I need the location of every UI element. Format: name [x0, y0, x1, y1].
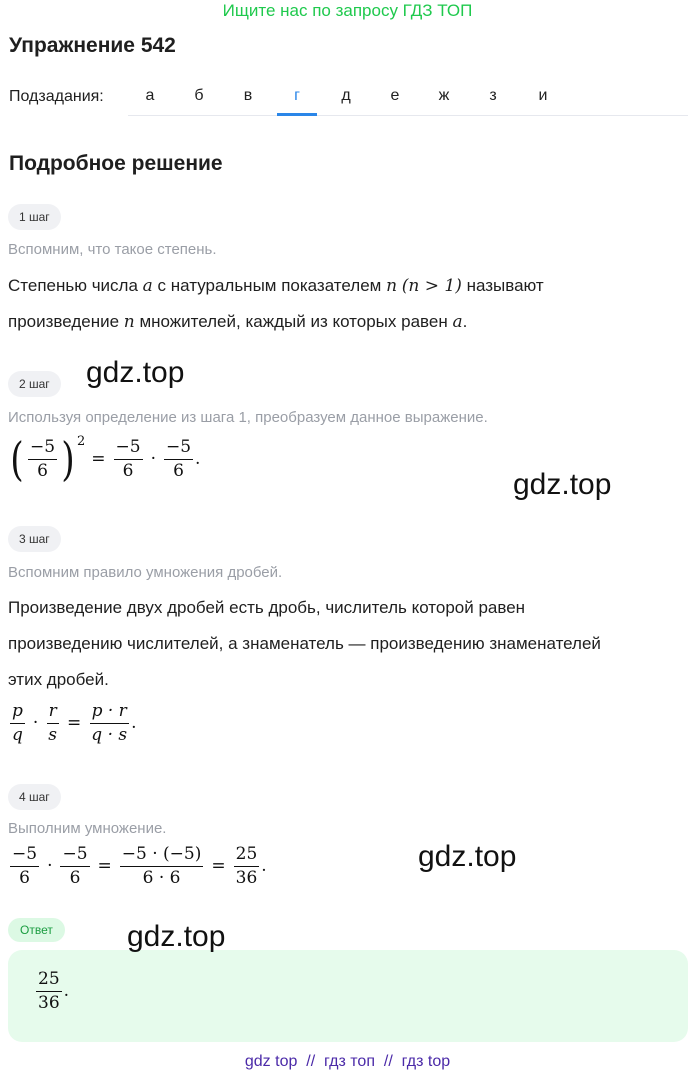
denominator: 6 · 6 — [142, 867, 181, 888]
step-3-line-1: Произведение двух дробей есть дробь, числитель которой равен — [8, 598, 526, 617]
equals-sign: = — [97, 856, 112, 877]
step-1-hint: Вспомним, что такое степень. — [8, 241, 217, 258]
numerator: 25 — [36, 970, 62, 992]
var-n: n — [123, 312, 135, 332]
subtask-tab-d[interactable]: д — [341, 87, 351, 104]
exponent: 2 — [76, 434, 86, 449]
numerator: −5 — [164, 438, 193, 460]
fraction — [28, 438, 57, 480]
step-1-line-1 — [8, 276, 544, 296]
denominator: 6 — [69, 867, 81, 888]
var-a: a — [452, 312, 463, 332]
fraction — [10, 845, 39, 887]
subtask-tab-v[interactable]: в — [243, 87, 253, 104]
condition: (n > 1) — [401, 276, 462, 296]
fraction — [60, 845, 89, 887]
subtask-tabs — [128, 78, 688, 116]
period: . — [261, 856, 267, 877]
answer-formula — [34, 970, 69, 1012]
dot-operator: · — [47, 856, 53, 877]
dot-operator: · — [150, 449, 156, 469]
denominator: 6 — [173, 460, 184, 481]
subtask-tab-i[interactable]: и — [538, 87, 548, 104]
numerator: −5 — [114, 438, 143, 460]
denominator: q · s — [91, 724, 128, 745]
close-paren: ) — [61, 432, 75, 486]
watermark: gdz.top — [418, 840, 517, 873]
equals-sign: = — [67, 713, 82, 734]
numerator: −5 — [60, 845, 89, 867]
numerator: −5 — [10, 845, 39, 867]
subtask-tab-e[interactable]: е — [390, 87, 400, 104]
step-2-hint: Используя определение из шага 1, преобразуем данное выражение. — [8, 409, 488, 426]
solution-title: Подробное решение — [9, 152, 223, 175]
step-1-text: называют — [461, 276, 544, 295]
subtask-tab-zh[interactable]: ж — [438, 87, 450, 104]
period: . — [63, 981, 70, 1002]
equals-sign: = — [91, 449, 106, 469]
subtask-tab-b[interactable]: б — [194, 87, 204, 104]
step-1-text: множителей, каждый из которых равен — [134, 312, 453, 331]
fraction — [36, 970, 62, 1012]
subtask-tab-a[interactable]: а — [145, 87, 155, 104]
numerator: p — [10, 702, 25, 724]
step-3-formula — [8, 702, 137, 744]
fraction — [114, 438, 143, 480]
step-3-line-2: произведению числителей, а знаменатель — произведению знаменателей — [8, 634, 601, 653]
numerator: −5 — [28, 438, 57, 460]
watermark: gdz.top — [127, 920, 226, 953]
step-4-hint: Выполним умножение. — [8, 820, 167, 837]
denominator: 6 — [19, 867, 30, 888]
footer-links: gdz top // гдз топ // гдз top — [244, 1053, 451, 1070]
step-1-line-2 — [8, 312, 467, 332]
numerator: p · r — [90, 702, 129, 724]
denominator: s — [48, 724, 58, 745]
denominator: q — [12, 724, 23, 745]
fraction — [89, 702, 129, 744]
fraction — [164, 438, 193, 480]
step-3-line-3: этих дробей. — [8, 670, 109, 689]
step-3-badge: 3 шаг — [8, 526, 61, 552]
step-1-text: . — [462, 312, 468, 331]
step-1-text: с натуральным показателем — [152, 276, 387, 295]
step-4-badge: 4 шаг — [8, 784, 61, 810]
period: . — [131, 713, 137, 734]
var-n: n — [386, 276, 398, 296]
denominator: 36 — [38, 992, 60, 1013]
step-3-hint: Вспомним правило умножения дробей. — [8, 564, 283, 581]
watermark: gdz.top — [513, 468, 612, 501]
fraction — [234, 845, 260, 887]
numerator: r — [47, 702, 59, 724]
step-2-formula — [8, 432, 201, 486]
step-4-formula — [8, 845, 267, 887]
step-1-text: произведение — [8, 312, 124, 331]
fraction — [46, 702, 59, 744]
subtask-tab-z[interactable]: з — [489, 87, 497, 104]
subtask-tab-g[interactable]: г — [277, 78, 317, 116]
step-2-badge: 2 шаг — [8, 371, 61, 397]
answer-box — [8, 950, 688, 1042]
step-1-badge: 1 шаг — [8, 204, 61, 230]
search-banner: Ищите нас по запросу ГДЗ ТОП — [222, 1, 473, 20]
period: . — [195, 449, 201, 469]
dot-operator: · — [32, 713, 39, 734]
numerator: −5 · (−5) — [120, 845, 204, 867]
equals-sign: = — [211, 856, 226, 877]
fraction — [10, 702, 25, 744]
fraction — [120, 845, 204, 887]
numerator: 25 — [234, 845, 260, 867]
subtasks-label: Подзадания: — [9, 88, 104, 105]
denominator: 36 — [235, 867, 258, 888]
open-paren: ( — [10, 432, 24, 486]
answer-badge: Ответ — [8, 918, 65, 942]
var-a: a — [142, 276, 153, 296]
denominator: 6 — [122, 460, 134, 481]
watermark: gdz.top — [86, 356, 185, 389]
denominator: 6 — [37, 460, 48, 481]
page-title: Упражнение 542 — [9, 34, 176, 57]
step-1-text: Степенью числа — [8, 276, 143, 295]
